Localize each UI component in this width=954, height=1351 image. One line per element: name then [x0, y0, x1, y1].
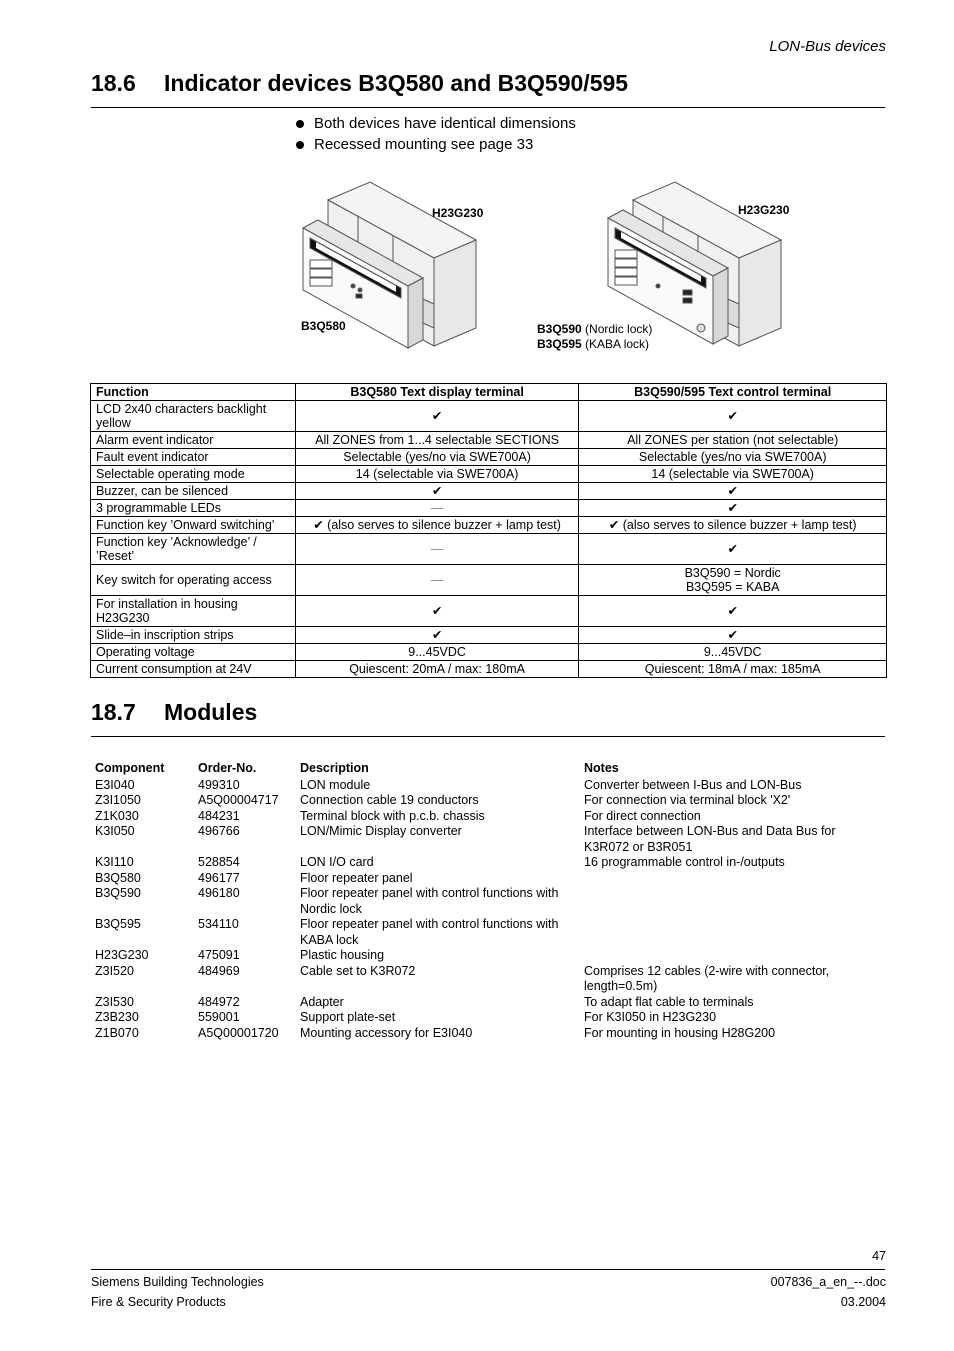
value-cell: ✔ [295, 483, 579, 500]
description-cell: LON/Mimic Display converter [300, 824, 462, 838]
device-note: (KABA lock) [581, 337, 650, 351]
table-row [91, 995, 851, 1011]
section-title: Modules [164, 699, 258, 725]
table-row [91, 917, 851, 948]
value-cell: ✔ (also serves to silence buzzer + lamp test) [295, 517, 579, 534]
section-heading-18-6 [91, 70, 628, 97]
notes-cell [580, 948, 851, 964]
table-header-row [91, 384, 887, 401]
modules-table [91, 761, 851, 1041]
table-row [91, 596, 887, 627]
column-header: B3Q590/595 Text control terminal [579, 384, 887, 401]
footer-rule [91, 1269, 885, 1270]
function-comparison-table [90, 383, 887, 678]
notes-cell: For K3I050 in H23G230 [584, 1010, 717, 1024]
value-cell: — [295, 565, 579, 596]
footer-division: Fire & Security Products [91, 1295, 226, 1309]
bullet-item [296, 113, 576, 134]
table-row [91, 401, 887, 432]
order-no-cell: A5Q00001720 [198, 1025, 279, 1040]
bullet-text: Both devices have identical dimensions [314, 115, 576, 132]
heading-rule [91, 736, 885, 737]
table-row [91, 1026, 851, 1042]
component-cell: K3I050 [95, 824, 135, 838]
table-row [91, 483, 887, 500]
value-cell: Quiescent: 20mA / max: 180mA [295, 661, 579, 678]
component-cell: Z1B070 [95, 1025, 139, 1040]
value-cell: 14 (selectable via SWE700A) [579, 466, 887, 483]
value-cell: B3Q590 = Nordic B3Q595 = KABA [579, 565, 887, 596]
table-header-row [91, 761, 851, 778]
component-cell: H23G230 [95, 948, 149, 962]
component-cell: E3I040 [95, 777, 135, 792]
bullet-text: Recessed mounting see page 33 [314, 136, 534, 153]
order-no-cell: 499310 [198, 777, 240, 792]
description-cell: Adapter [300, 994, 344, 1009]
value-cell: — [295, 500, 579, 517]
order-no-cell: 496177 [198, 870, 240, 885]
function-cell: Fault event indicator [91, 449, 296, 466]
device-label: B3Q580 [301, 319, 346, 333]
order-no-cell: 475091 [198, 948, 240, 962]
component-cell: Z3I1050 [95, 793, 141, 807]
component-cell: B3Q580 [95, 870, 141, 885]
column-header: Order-No. [198, 761, 257, 775]
value-cell: All ZONES from 1...4 selectable SECTIONS [295, 432, 579, 449]
component-cell: B3Q590 [95, 886, 141, 900]
column-header: Description [300, 761, 369, 775]
function-cell: Selectable operating mode [91, 466, 296, 483]
value-cell: ✔ (also serves to silence buzzer + lamp test) [579, 517, 887, 534]
page-number: 47 [872, 1249, 886, 1263]
table-row [91, 517, 887, 534]
table-row [91, 855, 851, 871]
function-cell: Operating voltage [91, 644, 296, 661]
table-row [91, 565, 887, 596]
table-row [91, 948, 851, 964]
value-cell: ✔ [295, 596, 579, 627]
description-cell: Support plate-set [300, 1010, 396, 1024]
function-cell: For installation in housing H23G230 [91, 596, 296, 627]
value-cell: — [295, 534, 579, 565]
order-no-cell: 496180 [198, 886, 240, 900]
table-row [91, 644, 887, 661]
function-cell: Buzzer, can be silenced [91, 483, 296, 500]
value-cell: ✔ [579, 483, 887, 500]
table-row [91, 500, 887, 517]
table-row [91, 871, 851, 887]
component-cell: K3I110 [95, 855, 134, 869]
description-cell: Floor repeater panel [300, 870, 413, 885]
column-header: Component [95, 761, 165, 775]
function-cell: LCD 2x40 characters backlight yellow [91, 401, 296, 432]
bullet-item [296, 134, 576, 155]
table-row [91, 793, 851, 809]
function-cell: Slide–in inscription strips [91, 627, 296, 644]
device-code: B3Q590 [537, 322, 582, 336]
description-cell: Connection cable 19 conductors [300, 793, 479, 807]
table-row [91, 534, 887, 565]
table-row [91, 809, 851, 825]
notes-cell: Comprises 12 cables (2-wire with connector, length=0.5m) [584, 963, 830, 993]
value-cell: All ZONES per station (not selectable) [579, 432, 887, 449]
table-row [91, 449, 887, 466]
description-cell: LON I/O card [300, 855, 374, 869]
table-row [91, 886, 851, 917]
value-cell: ✔ [579, 500, 887, 517]
notes-cell [580, 871, 851, 887]
housing-label: H23G230 [432, 206, 484, 220]
notes-cell: Interface between LON-Bus and Data Bus for K3R072 or B3R051 [584, 824, 836, 854]
table-row [91, 964, 851, 995]
order-no-cell: 559001 [198, 1010, 240, 1024]
housing-label: H23G230 [738, 203, 790, 217]
notes-cell [580, 917, 851, 948]
function-cell: Function key ’Onward switching’ [91, 517, 296, 534]
section-number: 18.6 [91, 70, 136, 96]
value-cell: Quiescent: 18mA / max: 185mA [579, 661, 887, 678]
description-cell: Floor repeater panel with control functions with KABA lock [300, 917, 559, 947]
notes-cell: For mounting in housing H28G200 [584, 1025, 776, 1040]
function-cell: Function key ’Acknowledge’ / ’Reset’ [91, 534, 296, 565]
order-no-cell: 528854 [198, 855, 240, 869]
value-cell: ✔ [295, 627, 579, 644]
table-row [91, 778, 851, 794]
value-cell: ✔ [579, 627, 887, 644]
notes-cell [580, 886, 851, 917]
description-cell: Plastic housing [300, 948, 385, 962]
table-row [91, 432, 887, 449]
value-cell: ✔ [579, 596, 887, 627]
bullet-icon [296, 120, 304, 128]
function-cell: Current consumption at 24V [91, 661, 296, 678]
notes-cell: 16 programmable control in-/outputs [584, 855, 785, 869]
notes-cell: For direct connection [584, 808, 701, 823]
footer-doc-id: 007836_a_en_--.doc [770, 1275, 886, 1289]
component-cell: Z3B230 [95, 1010, 139, 1024]
running-header: LON-Bus devices [769, 38, 886, 55]
heading-rule [91, 107, 885, 108]
value-cell: ✔ [579, 534, 887, 565]
value-cell: Selectable (yes/no via SWE700A) [579, 449, 887, 466]
bullet-icon [296, 141, 304, 149]
table-row [91, 1010, 851, 1026]
section-number: 18.7 [91, 699, 136, 725]
value-cell: Selectable (yes/no via SWE700A) [295, 449, 579, 466]
bullet-list [296, 113, 576, 155]
description-cell: LON module [300, 777, 371, 792]
column-header: Function [91, 384, 296, 401]
footer-company: Siemens Building Technologies [91, 1275, 264, 1289]
notes-cell: Converter between I-Bus and LON-Bus [584, 777, 802, 792]
component-cell: Z3I530 [95, 994, 134, 1009]
notes-cell: To adapt flat cable to terminals [584, 994, 754, 1009]
description-cell: Terminal block with p.c.b. chassis [300, 808, 485, 823]
device-label-b3q590 [537, 322, 652, 336]
section-title: Indicator devices B3Q580 and B3Q590/595 [164, 70, 629, 96]
description-cell: Floor repeater panel with control functions with Nordic lock [300, 886, 559, 916]
function-cell: Key switch for operating access [91, 565, 296, 596]
order-no-cell: 484969 [198, 963, 240, 978]
description-cell: Mounting accessory for E3I040 [300, 1025, 473, 1040]
table-row [91, 627, 887, 644]
value-cell: 14 (selectable via SWE700A) [295, 466, 579, 483]
device-note: (Nordic lock) [581, 322, 653, 336]
table-row [91, 661, 887, 678]
column-header: Notes [584, 761, 619, 775]
device-label-b3q595 [537, 337, 649, 351]
value-cell: ✔ [579, 401, 887, 432]
order-no-cell: 534110 [198, 917, 239, 931]
notes-cell: For connection via terminal block 'X2' [584, 793, 791, 807]
value-cell: 9...45VDC [295, 644, 579, 661]
table-row [91, 466, 887, 483]
description-cell: Cable set to K3R072 [300, 963, 416, 978]
order-no-cell: A5Q00004717 [198, 793, 279, 807]
device-code: B3Q595 [537, 337, 582, 351]
order-no-cell: 484972 [198, 994, 240, 1009]
order-no-cell: 484231 [198, 808, 240, 823]
table-row [91, 824, 851, 855]
component-cell: B3Q595 [95, 917, 141, 931]
column-header: B3Q580 Text display terminal [295, 384, 579, 401]
component-cell: Z1K030 [95, 808, 139, 823]
section-heading-18-7 [91, 699, 257, 726]
component-cell: Z3I520 [95, 963, 134, 978]
function-cell: 3 programmable LEDs [91, 500, 296, 517]
function-cell: Alarm event indicator [91, 432, 296, 449]
value-cell: 9...45VDC [579, 644, 887, 661]
footer-date: 03.2004 [840, 1295, 886, 1309]
order-no-cell: 496766 [198, 824, 240, 838]
value-cell: ✔ [295, 401, 579, 432]
